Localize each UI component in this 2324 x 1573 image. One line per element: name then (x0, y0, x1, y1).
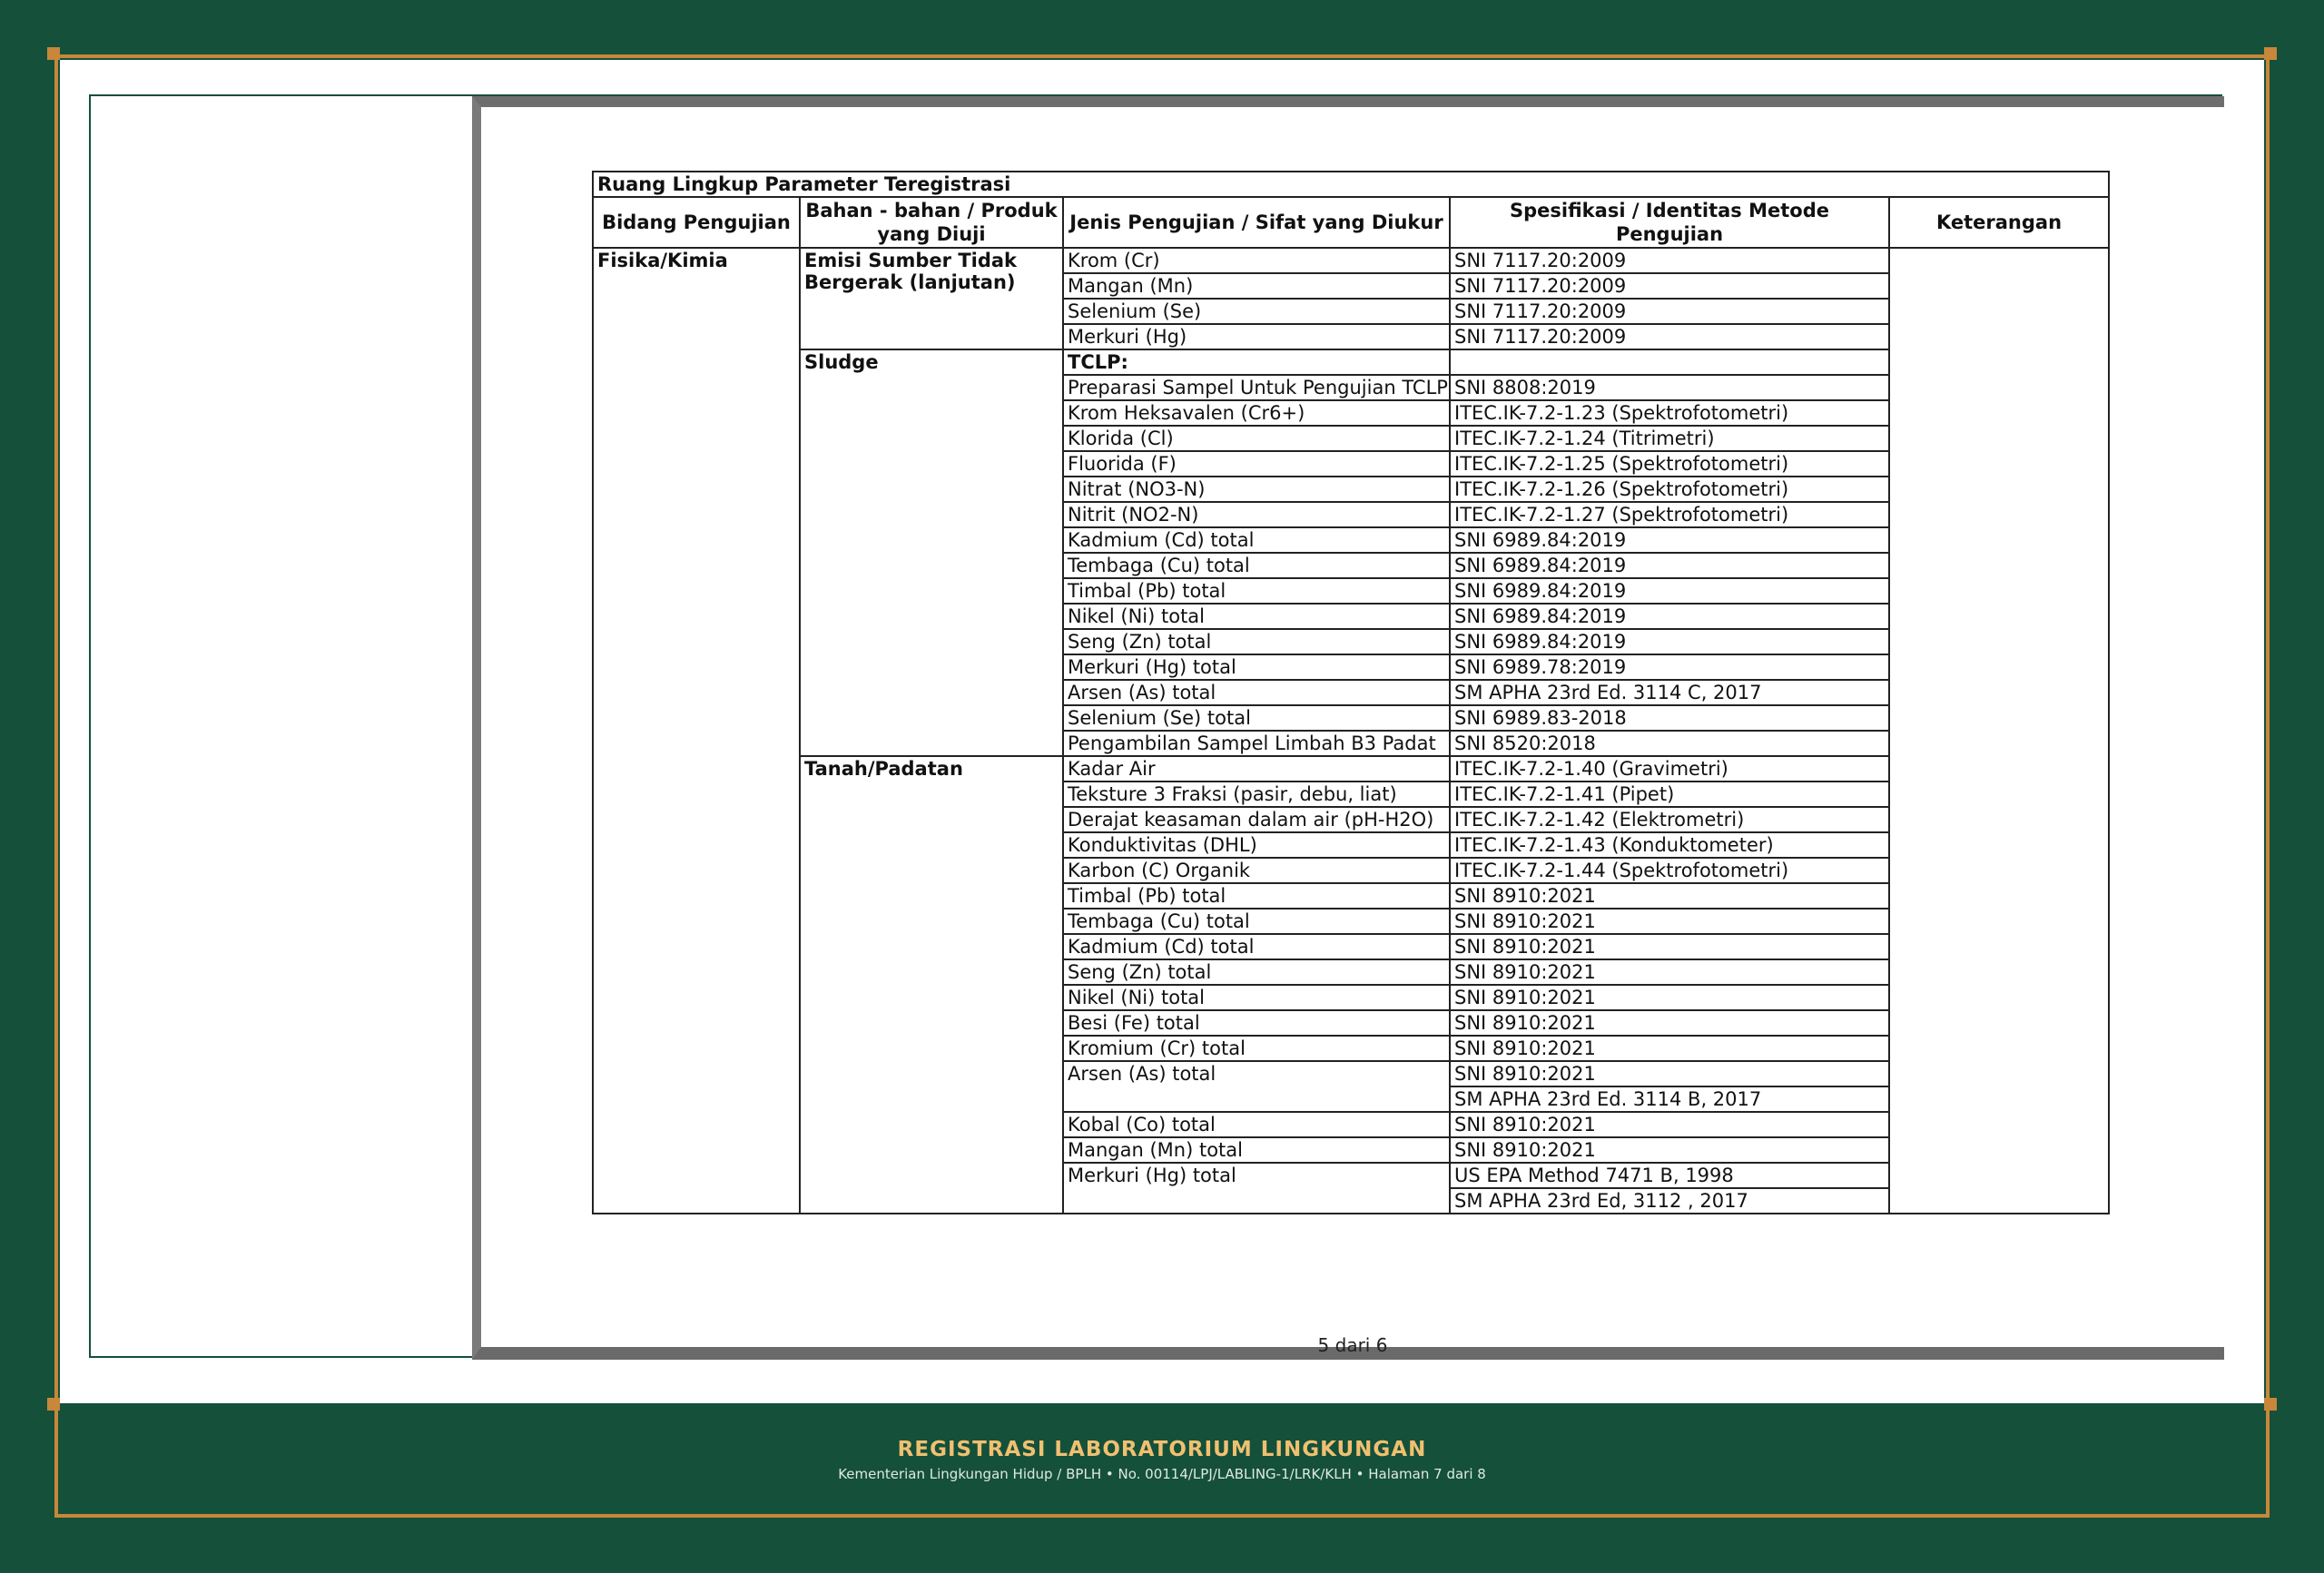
cell-jenis: Nikel (Ni) total (1063, 985, 1450, 1010)
cell-spesifikasi: SNI 7117.20:2009 (1450, 273, 1889, 299)
cell-jenis: Mangan (Mn) total (1063, 1137, 1450, 1163)
cell-spesifikasi: ITEC.IK-7.2-1.23 (Spektrofotometri) (1450, 400, 1889, 426)
document-sheet (60, 60, 2264, 1403)
cell-jenis: Nikel (Ni) total (1063, 604, 1450, 629)
footer-title: REGISTRASI LABORATORIUM LINGKUNGAN (897, 1438, 1427, 1461)
cell-jenis: Konduktivitas (DHL) (1063, 832, 1450, 858)
cell-jenis: Merkuri (Hg) total (1063, 654, 1450, 680)
cell-jenis: Mangan (Mn) (1063, 273, 1450, 299)
cell-spesifikasi: ITEC.IK-7.2-1.27 (Spektrofotometri) (1450, 502, 1889, 527)
cell-spesifikasi: SNI 6989.84:2019 (1450, 553, 1889, 578)
cell-jenis: Karbon (C) Organik (1063, 858, 1450, 883)
header-bidang: Bidang Pengujian (593, 197, 800, 248)
cell-jenis: Merkuri (Hg) (1063, 324, 1450, 349)
scanned-page (472, 96, 2224, 1360)
cell-jenis: Nitrat (NO3-N) (1063, 477, 1450, 502)
table-header-row (593, 197, 2109, 248)
cell-jenis: Selenium (Se) total (1063, 705, 1450, 731)
footer-subtitle: Kementerian Lingkungan Hidup / BPLH • No. 00114/LPJ/LABLING-1/LRK/KLH • Halaman 7 dari 8 (838, 1466, 1486, 1482)
cell-bidang: Fisika/Kimia (593, 248, 800, 1214)
cell-jenis: Kromium (Cr) total (1063, 1036, 1450, 1061)
cell-jenis: Timbal (Pb) total (1063, 883, 1450, 909)
cell-jenis: Merkuri (Hg) total (1063, 1163, 1450, 1214)
cell-spesifikasi: ITEC.IK-7.2-1.26 (Spektrofotometri) (1450, 477, 1889, 502)
cell-keterangan (1889, 248, 2109, 1214)
table-row (593, 756, 2109, 782)
cell-spesifikasi: SNI 8910:2021 (1450, 1061, 1889, 1086)
cell-jenis: Tembaga (Cu) total (1063, 553, 1450, 578)
cell-spesifikasi: SNI 8910:2021 (1450, 1112, 1889, 1137)
cell-spesifikasi: SNI 8910:2021 (1450, 934, 1889, 959)
cell-jenis: Kobal (Co) total (1063, 1112, 1450, 1137)
cell-spesifikasi: SM APHA 23rd Ed. 3114 C, 2017 (1450, 680, 1889, 705)
cell-spesifikasi: SNI 8910:2021 (1450, 909, 1889, 934)
cell-jenis: Nitrit (NO2-N) (1063, 502, 1450, 527)
corner-ornament (47, 47, 60, 60)
cell-spesifikasi: SNI 6989.84:2019 (1450, 527, 1889, 553)
table-row (593, 349, 2109, 375)
cell-spesifikasi: SNI 8520:2018 (1450, 731, 1889, 756)
cell-bahan: Emisi Sumber Tidak Bergerak (lanjutan) (800, 248, 1063, 349)
cell-spesifikasi: ITEC.IK-7.2-1.43 (Konduktometer) (1450, 832, 1889, 858)
cell-spesifikasi: SNI 8808:2019 (1450, 375, 1889, 400)
cell-spesifikasi: US EPA Method 7471 B, 1998 (1450, 1163, 1889, 1188)
cell-spesifikasi: ITEC.IK-7.2-1.25 (Spektrofotometri) (1450, 451, 1889, 477)
cell-jenis: Timbal (Pb) total (1063, 578, 1450, 604)
cell-jenis: Arsen (As) total (1063, 680, 1450, 705)
cell-jenis: Klorida (Cl) (1063, 426, 1450, 451)
cell-spesifikasi: SM APHA 23rd Ed. 3114 B, 2017 (1450, 1086, 1889, 1112)
cell-spesifikasi: SNI 8910:2021 (1450, 985, 1889, 1010)
table-title: Ruang Lingkup Parameter Teregistrasi (593, 172, 2109, 197)
header-jenis: Jenis Pengujian / Sifat yang Diukur (1063, 197, 1450, 248)
cell-spesifikasi: SNI 7117.20:2009 (1450, 324, 1889, 349)
cell-jenis: Seng (Zn) total (1063, 959, 1450, 985)
parameter-table (592, 171, 2110, 1214)
cell-jenis: Pengambilan Sampel Limbah B3 Padat (1063, 731, 1450, 756)
corner-ornament (2264, 47, 2277, 60)
cell-spesifikasi: SNI 6989.84:2019 (1450, 629, 1889, 654)
table-title-row (593, 172, 2109, 197)
cell-jenis: Fluorida (F) (1063, 451, 1450, 477)
cell-jenis: TCLP: (1063, 349, 1450, 375)
cell-spesifikasi: ITEC.IK-7.2-1.40 (Gravimetri) (1450, 756, 1889, 782)
header-keterangan: Keterangan (1889, 197, 2109, 248)
cell-spesifikasi: ITEC.IK-7.2-1.44 (Spektrofotometri) (1450, 858, 1889, 883)
cell-spesifikasi: ITEC.IK-7.2-1.24 (Titrimetri) (1450, 426, 1889, 451)
cell-jenis: Seng (Zn) total (1063, 629, 1450, 654)
cell-jenis: Kadar Air (1063, 756, 1450, 782)
cell-spesifikasi: SNI 8910:2021 (1450, 883, 1889, 909)
cell-spesifikasi: SNI 6989.83-2018 (1450, 705, 1889, 731)
cell-spesifikasi (1450, 349, 1889, 375)
cell-bahan: Tanah/Padatan (800, 756, 1063, 1214)
cell-jenis: Preparasi Sampel Untuk Pengujian TCLP (1063, 375, 1450, 400)
cell-jenis: Derajat keasaman dalam air (pH-H2O) (1063, 807, 1450, 832)
cell-jenis: Besi (Fe) total (1063, 1010, 1450, 1036)
cell-bahan: Sludge (800, 349, 1063, 756)
cell-jenis: Kadmium (Cd) total (1063, 934, 1450, 959)
cell-jenis: Arsen (As) total (1063, 1061, 1450, 1112)
header-bahan: Bahan - bahan / Produk yang Diuji (800, 197, 1063, 248)
cell-spesifikasi: SM APHA 23rd Ed, 3112 , 2017 (1450, 1188, 1889, 1214)
cell-jenis: Selenium (Se) (1063, 299, 1450, 324)
cell-spesifikasi: ITEC.IK-7.2-1.42 (Elektrometri) (1450, 807, 1889, 832)
cell-jenis: Tembaga (Cu) total (1063, 909, 1450, 934)
cell-spesifikasi: SNI 7117.20:2009 (1450, 248, 1889, 273)
document-inner-border (89, 94, 2222, 1358)
cell-jenis: Krom Heksavalen (Cr6+) (1063, 400, 1450, 426)
cell-jenis: Teksture 3 Fraksi (pasir, debu, liat) (1063, 782, 1450, 807)
cell-spesifikasi: SNI 8910:2021 (1450, 1036, 1889, 1061)
cell-spesifikasi: SNI 8910:2021 (1450, 1137, 1889, 1163)
header-spesifikasi: Spesifikasi / Identitas Metode Pengujian (1450, 197, 1889, 248)
cell-spesifikasi: SNI 6989.84:2019 (1450, 604, 1889, 629)
cell-spesifikasi: SNI 7117.20:2009 (1450, 299, 1889, 324)
cell-spesifikasi: SNI 8910:2021 (1450, 1010, 1889, 1036)
cell-spesifikasi: SNI 8910:2021 (1450, 959, 1889, 985)
cell-spesifikasi: SNI 6989.84:2019 (1450, 578, 1889, 604)
cell-jenis: Kadmium (Cd) total (1063, 527, 1450, 553)
table-row (593, 248, 2109, 273)
cell-spesifikasi: ITEC.IK-7.2-1.41 (Pipet) (1450, 782, 1889, 807)
page-number: 5 dari 6 (1317, 1334, 1388, 1356)
cell-jenis: Krom (Cr) (1063, 248, 1450, 273)
cell-spesifikasi: SNI 6989.78:2019 (1450, 654, 1889, 680)
